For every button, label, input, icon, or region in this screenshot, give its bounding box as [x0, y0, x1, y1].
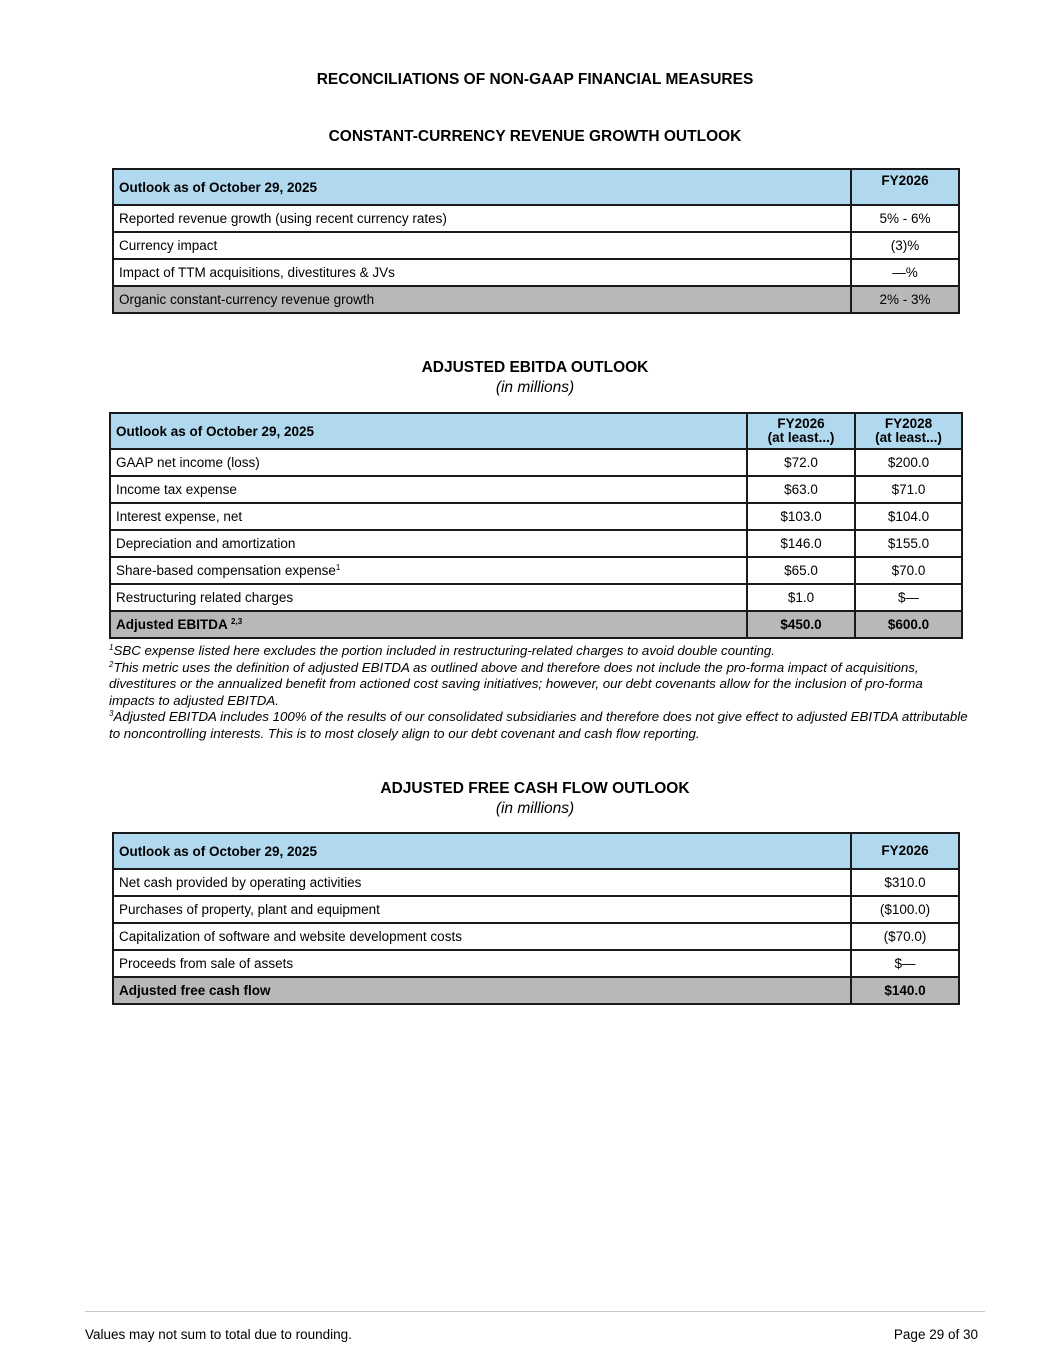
row-label: [110, 557, 747, 584]
section-title-adjusted-ebitda: ADJUSTED EBITDA OUTLOOK: [421, 359, 649, 376]
header-label: Outlook as of October 29, 2025: [110, 413, 747, 449]
footnote-mark: 1: [109, 643, 114, 652]
row-value-fy2026: $146.0: [747, 530, 855, 557]
row-label: Reported revenue growth (using recent currency rates): [113, 205, 851, 232]
table-row: [113, 923, 959, 950]
footnote-3: [109, 709, 969, 742]
header-fy2026: [747, 413, 855, 449]
header-fy2026: FY2026: [851, 169, 959, 205]
header-label: Outlook as of October 29, 2025: [113, 833, 851, 869]
table-header-row: [113, 169, 959, 205]
table-row: [110, 476, 962, 503]
header-fy2028-year: FY2028: [884, 416, 933, 431]
free-cash-flow-table: [112, 832, 960, 1005]
table-row: [113, 232, 959, 259]
table-row: [110, 449, 962, 476]
row-label: [110, 611, 747, 638]
header-fy2026-qualifier: (at least...): [767, 430, 835, 445]
row-value-fy2026: $63.0: [747, 476, 855, 503]
table-row: [113, 259, 959, 286]
row-label: Depreciation and amortization: [110, 530, 747, 557]
row-value: (3)%: [851, 232, 959, 259]
section-subtitle-fcf: (in millions): [495, 800, 575, 817]
row-value-fy2028: $71.0: [855, 476, 962, 503]
table-row: [113, 950, 959, 977]
row-label: Interest expense, net: [110, 503, 747, 530]
row-value: $140.0: [851, 977, 959, 1004]
table-total-row: [110, 611, 962, 638]
row-label: Proceeds from sale of assets: [113, 950, 851, 977]
row-label: Currency impact: [113, 232, 851, 259]
table-row: [110, 557, 962, 584]
footnotes: [109, 643, 969, 742]
section-title-free-cash-flow: ADJUSTED FREE CASH FLOW OUTLOOK: [380, 780, 690, 797]
row-value-fy2026: $103.0: [747, 503, 855, 530]
footnote-text: Adjusted EBITDA includes 100% of the results of our consolidated subsidiaries and therefore does not give effect to adjusted EBITDA attributable to noncontrolling interests. This is to most closely align to our debt covenant and cash flow reporting.: [109, 709, 968, 741]
row-value-fy2028: $600.0: [855, 611, 962, 638]
footnote-1: [109, 643, 969, 660]
header-fy2026-year: FY2026: [777, 416, 825, 431]
row-label-text: Adjusted EBITDA: [116, 617, 232, 632]
table-row: [110, 530, 962, 557]
table-header-row: [110, 413, 962, 449]
footnote-mark: 2: [109, 659, 114, 669]
row-value-fy2028: $70.0: [855, 557, 962, 584]
table-total-row: [113, 286, 959, 313]
row-label: Income tax expense: [110, 476, 747, 503]
table-row: [113, 869, 959, 896]
adjusted-ebitda-table: [109, 412, 963, 639]
section-title-revenue-growth: CONSTANT-CURRENCY REVENUE GROWTH OUTLOOK: [328, 128, 742, 145]
table-header-row: [113, 833, 959, 869]
row-value: —%: [851, 259, 959, 286]
row-label: Net cash provided by operating activities: [113, 869, 851, 896]
row-value: 2% - 3%: [851, 286, 959, 313]
table-total-row: [113, 977, 959, 1004]
row-label: Impact of TTM acquisitions, divestitures & JVs: [113, 259, 851, 286]
row-value-fy2026: $65.0: [747, 557, 855, 584]
footnote-mark: 3: [109, 709, 114, 718]
footer-rounding-note: Values may not sum to total due to rounding.: [85, 1327, 352, 1342]
row-value: 5% - 6%: [851, 205, 959, 232]
footer-divider: [85, 1311, 985, 1312]
row-label: GAAP net income (loss): [110, 449, 747, 476]
row-value-fy2028: $200.0: [855, 449, 962, 476]
table-row: [110, 584, 962, 611]
footnote-text: SBC expense listed here excludes the portion included in restructuring-related charges to avoid double counting.: [113, 643, 776, 658]
page-title: RECONCILIATIONS OF NON-GAAP FINANCIAL MEASURES: [316, 71, 754, 88]
header-label: Outlook as of October 29, 2025: [113, 169, 851, 205]
row-value-fy2028: $—: [855, 584, 962, 611]
row-value-fy2026: $450.0: [747, 611, 855, 638]
section-subtitle-ebitda: (in millions): [495, 379, 575, 396]
row-value-fy2028: $104.0: [855, 503, 962, 530]
footnote-text: This metric uses the definition of adjusted EBITDA as outlined above and therefore does not include the pro-forma impact of acquisitions, divestitures or the annualized benefit from actioned cost saving initiatives; however, our debt covenants allow for the inclusion of pro-forma impacts to adjusted EBITDA.: [109, 659, 923, 708]
row-value: $—: [851, 950, 959, 977]
row-label: Purchases of property, plant and equipment: [113, 896, 851, 923]
row-label: Restructuring related charges: [110, 584, 747, 611]
page-number: Page 29 of 30: [893, 1327, 978, 1342]
header-fy2028-qualifier: (at least...): [875, 430, 942, 445]
row-value: ($70.0): [851, 923, 959, 950]
row-label: Capitalization of software and website development costs: [113, 923, 851, 950]
row-label: Adjusted free cash flow: [113, 977, 851, 1004]
row-label: Organic constant-currency revenue growth: [113, 286, 851, 313]
row-value: ($100.0): [851, 896, 959, 923]
table-row: [113, 896, 959, 923]
table-row: [113, 205, 959, 232]
footnote-2: [109, 660, 969, 710]
row-value-fy2028: $155.0: [855, 530, 962, 557]
header-fy2028: [855, 413, 962, 449]
header-fy2026: FY2026: [851, 833, 959, 869]
row-label-text: Share-based compensation expense: [116, 563, 336, 578]
row-value-fy2026: $1.0: [747, 584, 855, 611]
table-row: [110, 503, 962, 530]
row-value-fy2026: $72.0: [747, 449, 855, 476]
footnote-ref: 2,3: [231, 617, 243, 626]
row-value: $310.0: [851, 869, 959, 896]
revenue-growth-table: [112, 168, 960, 314]
footnote-ref: 1: [335, 563, 341, 572]
